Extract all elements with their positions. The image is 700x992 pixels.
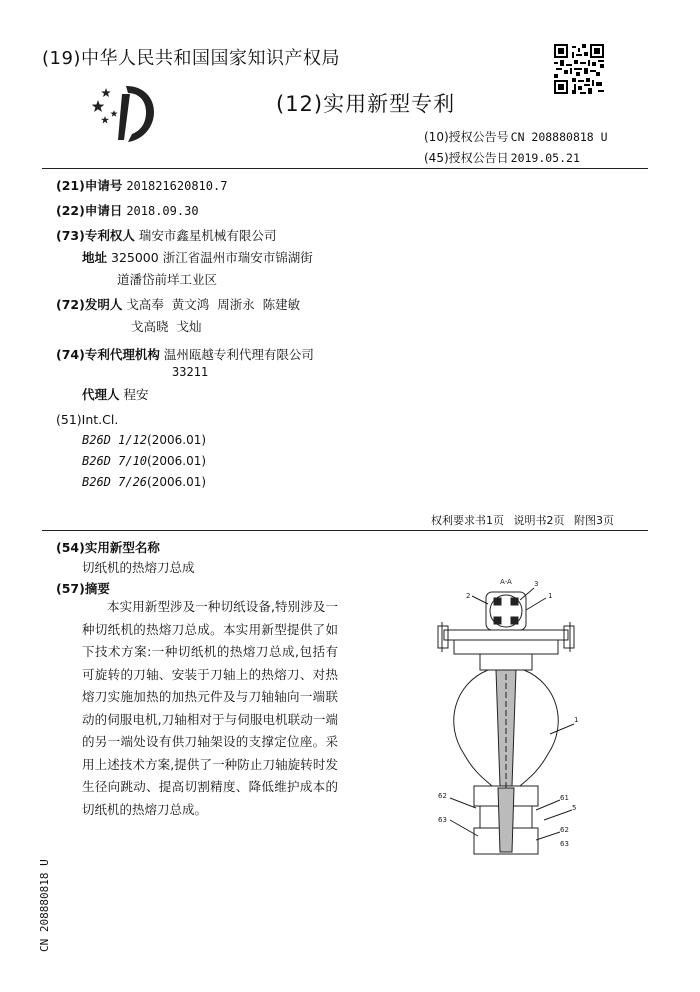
representative-drawing bbox=[424, 574, 580, 864]
inventors-line2: 戈高晓 戈灿 bbox=[131, 319, 202, 334]
publication-number-row bbox=[424, 128, 608, 145]
agency-code: 33211 bbox=[172, 365, 209, 379]
drawing-label: 62 bbox=[560, 826, 569, 834]
page-count-info: 权利要求书1页 说明书2页 附图3页 bbox=[431, 514, 614, 527]
ipc-entry bbox=[82, 475, 206, 489]
address-line1: 325000 浙江省温州市瑞安市锦湖街 bbox=[111, 250, 313, 265]
address-field bbox=[82, 248, 313, 266]
ipc-version: (2006.01) bbox=[147, 433, 207, 447]
header-divider bbox=[42, 168, 648, 169]
patent-office: (19)中华人民共和国国家知识产权局 bbox=[42, 48, 340, 69]
ipc-class: B26D 1/12 bbox=[82, 433, 148, 447]
int-cl-label: (51)Int.Cl. bbox=[56, 412, 119, 427]
application-number-label: (21)申请号 bbox=[56, 178, 123, 193]
address-label: 地址 bbox=[82, 250, 108, 265]
application-number-field bbox=[56, 176, 227, 194]
title-label: (54)实用新型名称 bbox=[56, 540, 160, 555]
cnipa-emblem-icon bbox=[92, 82, 158, 146]
publication-number: CN 208880818 U bbox=[510, 130, 608, 144]
qr-code bbox=[554, 44, 604, 94]
application-date: 2018.09.30 bbox=[126, 204, 199, 218]
ipc-class: B26D 7/26 bbox=[82, 475, 148, 489]
patent-type-title: (12)实用新型专利 bbox=[276, 92, 456, 116]
address-line2: 道潘岱前垟工业区 bbox=[117, 272, 218, 287]
drawing-label: 63 bbox=[560, 840, 569, 848]
publication-number-label: (10)授权公告号 bbox=[424, 130, 509, 144]
publication-date-label: (45)授权公告日 bbox=[424, 151, 509, 165]
drawing-label: 61 bbox=[560, 794, 569, 802]
ipc-entry bbox=[82, 433, 206, 447]
inventor-label: (72)发明人 bbox=[56, 297, 123, 312]
agent-field bbox=[82, 385, 149, 403]
agency-name: 温州瓯越专利代理有限公司 bbox=[163, 347, 314, 362]
ipc-class: B26D 7/10 bbox=[82, 454, 148, 468]
application-date-label: (22)申请日 bbox=[56, 203, 123, 218]
utility-model-title: 切纸机的热熔刀总成 bbox=[82, 560, 195, 575]
drawing-label: 2 bbox=[466, 592, 471, 600]
drawing-label: 62 bbox=[438, 792, 447, 800]
patentee-field bbox=[56, 226, 276, 244]
patentee-label: (73)专利权人 bbox=[56, 228, 135, 243]
application-date-field bbox=[56, 201, 199, 219]
drawing-label: 1 bbox=[574, 716, 579, 724]
side-publication-number: CN 208880818 U bbox=[38, 859, 51, 952]
ipc-entry bbox=[82, 454, 206, 468]
abstract-text: 本实用新型涉及一种切纸设备,特别涉及一种切纸机的热熔刀总成。本实用新型提供了如下技术方案:一种切纸机的热熔刀总成,包括有可旋转的刀轴、安装于刀轴上的热熔刀、对热熔刀实施加热的加热元件及与刀轴轴向一端联动的伺服电机,刀轴相对于与伺服电机联动一端的另一端处设有供刀轴架设的支撑定位座。采用上述技术方案,提供了一种防止刀轴旋转时发生径向跳动、提高切割精度、降低维护成本的切纸机的热熔刀总成。 bbox=[82, 599, 338, 817]
drawing-label-section: A-A bbox=[500, 578, 512, 586]
drawing-label: 3 bbox=[534, 580, 539, 588]
publication-date: 2019.05.21 bbox=[510, 151, 580, 165]
application-number: 201821620810.7 bbox=[126, 179, 228, 193]
agency-field bbox=[56, 345, 314, 363]
ipc-version: (2006.01) bbox=[147, 454, 207, 468]
drawing-label: 5 bbox=[572, 804, 577, 812]
agency-label: (74)专利代理机构 bbox=[56, 347, 160, 362]
publication-date-row bbox=[424, 149, 580, 166]
inventors-line1: 戈高奉 黄文鸿 周浙永 陈建敏 bbox=[126, 297, 301, 312]
inventor-field bbox=[56, 295, 300, 313]
patentee-name: 瑞安市鑫星机械有限公司 bbox=[138, 228, 277, 243]
ipc-version: (2006.01) bbox=[147, 475, 207, 489]
agent-name: 程安 bbox=[123, 387, 149, 402]
drawing-label: 63 bbox=[438, 816, 447, 824]
agent-label: 代理人 bbox=[82, 387, 120, 402]
section-divider bbox=[42, 530, 648, 531]
drawing-label: 1 bbox=[548, 592, 553, 600]
abstract-label: (57)摘要 bbox=[56, 581, 110, 596]
